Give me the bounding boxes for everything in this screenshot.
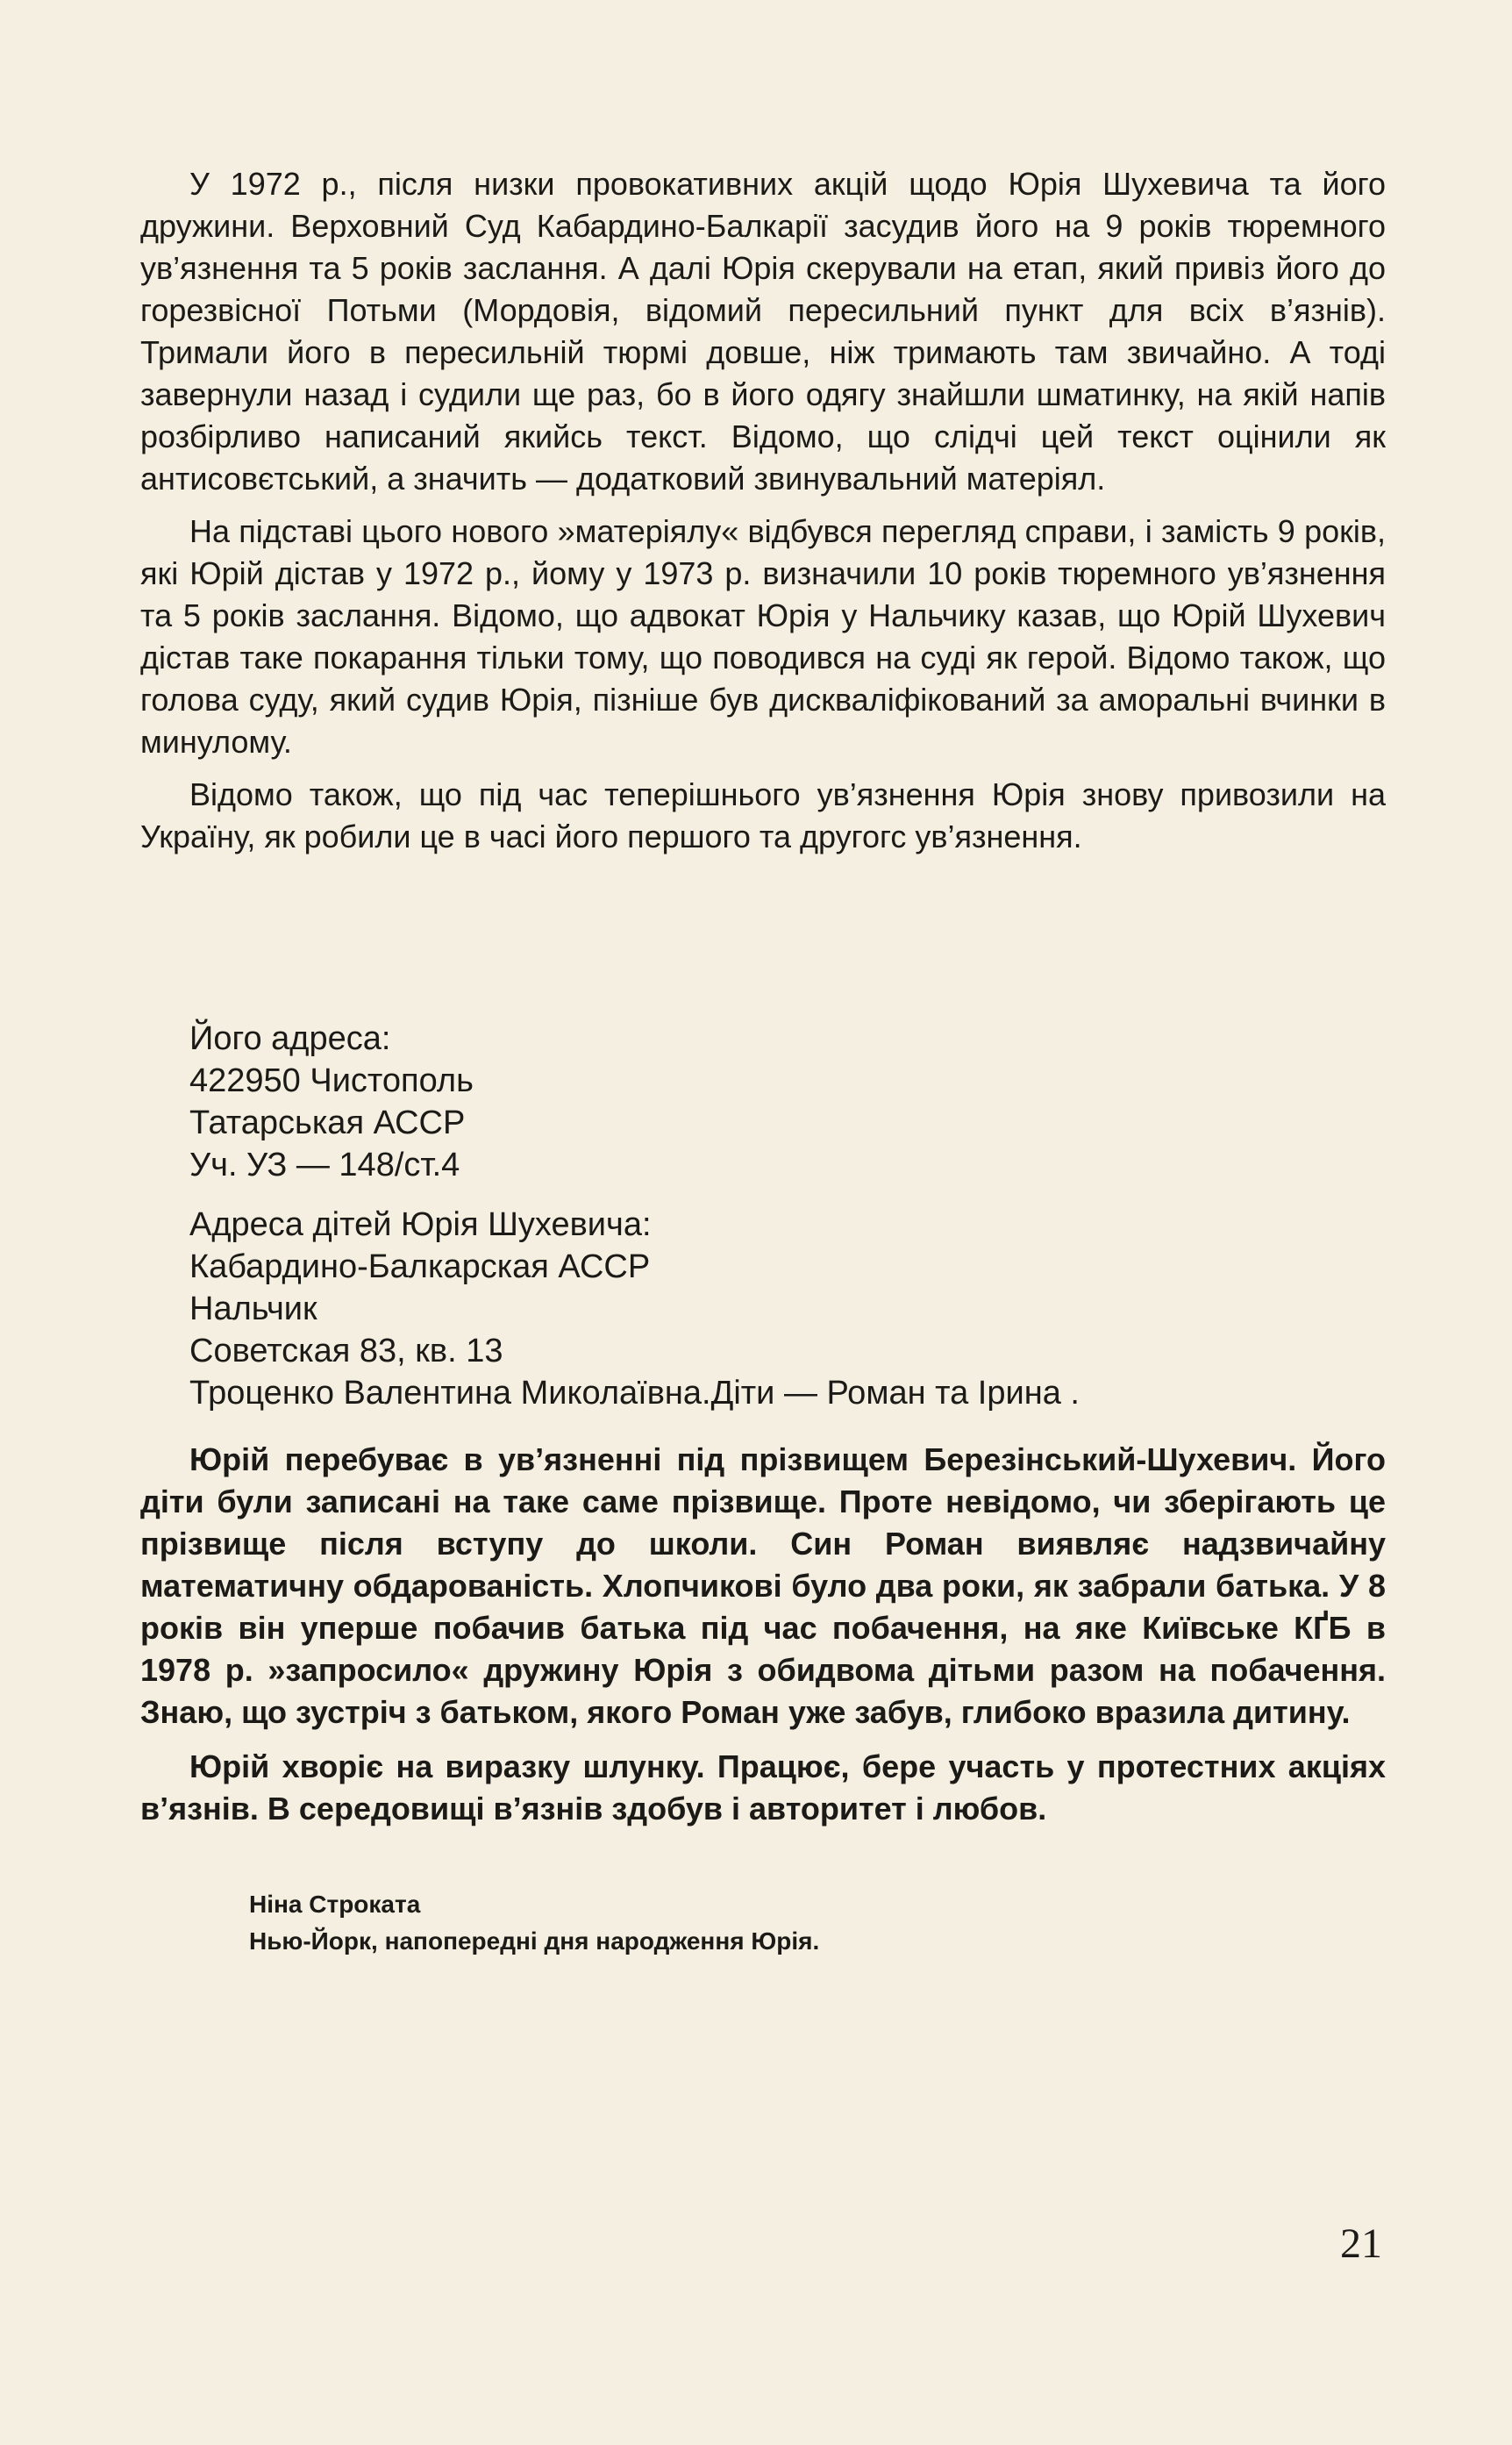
page-number: 21 (1340, 2220, 1382, 2267)
paragraph-4: Юрій перебуває в ув’язненні під прізвищем Березінський-Шухевич. Його діти були записані на таке саме прізвище. Проте невідомо, чи зберігають це прізвище після вступу до школи. Син Роман виявляє надзвичайну математичну обдарованість. Хлопчикові було два роки, як забрали батька. У 8 років він уперше побачив батька під час побачення, на яке Київське КҐБ в 1978 р. »запросило« дружину Юрія з обидвома дітьми разом на побачення. Знаю, що зустріч з батьком, якого Роман уже забув, глибоко вразила дитину. (140, 1441, 1386, 1730)
author-name: Ніна Строката (249, 1891, 421, 1918)
children-address-line: Советская 83, кв. 13 (189, 1333, 503, 1369)
paragraph-1: У 1972 р., після низки провокативних акцій щодо Юрія Шухевича та його дружини. Верховний Суд Кабардино-Балкарії засудив його на 9 років тюремного ув’язнення та 5 років заслання. А далі Юрія скерували на етап, який привіз його до горезвісної Потьми (Мордовія, відомий пересильний пункт для всіх в’язнів). Тримали його в пересильній тюрмі довше, ніж тримають там звичайно. А тоді завернули назад і судили ще раз, бо в його одягу знайшли шматинку, на якій напів розбірливо написаний якийсь текст. Відомо, що слідчі цей текст оцінили як антисовєтський, а значить — додатковий звинувальний матеріял. (140, 166, 1386, 497)
children-address-line: Кабардино-Балкарская АССР (189, 1248, 651, 1285)
children-address (189, 1204, 1330, 1414)
prison-address (189, 1018, 1330, 1186)
place-date: Нью-Йорк, напопередні дня народження Юрія. (249, 1927, 820, 1955)
prison-address-line: Уч. УЗ — 148/ст.4 (189, 1147, 460, 1183)
prison-address-label: Його адреса: (189, 1020, 391, 1057)
signature-block (249, 1886, 819, 1960)
paragraph-2: На підставі цього нового »матеріялу« відбувся перегляд справи, і замість 9 років, які Юрій дістав у 1972 р., йому у 1973 р. визначили 10 років тюремного ув’язнення та 5 років заслання. Відомо, що адвокат Юрія у Нальчику казав, що Юрій Шухевич дістав таке покарання тільки тому, що поводився на суді як герой. Відомо також, що голова суду, який судив Юрія, пізніше був дискваліфікований за аморальні вчинки в минулому. (140, 513, 1386, 760)
children-address-label: Адреса дітей Юрія Шухевича: (189, 1206, 652, 1243)
prison-address-line: 422950 Чистополь (189, 1062, 474, 1099)
address-block (189, 1018, 1330, 1414)
paragraph-5: Юрій хворіє на виразку шлунку. Працює, бере участь у протестних акціях в’язнів. В середовищі в’язнів здобув і авторитет і любов. (140, 1748, 1386, 1827)
main-text (140, 163, 1386, 858)
children-address-line: Троценко Валентина Миколаївна.Діти — Роман та Ірина . (189, 1375, 1080, 1412)
paragraph-3: Відомо також, що під час теперішнього ув’язнення Юрія знову привозили на Україну, як робили це в часі його першого та другогс ув’язнення. (140, 776, 1386, 854)
children-address-line: Нальчик (189, 1290, 317, 1327)
prison-address-line: Татарськая АССР (189, 1105, 466, 1141)
secondary-text (140, 1439, 1386, 1830)
